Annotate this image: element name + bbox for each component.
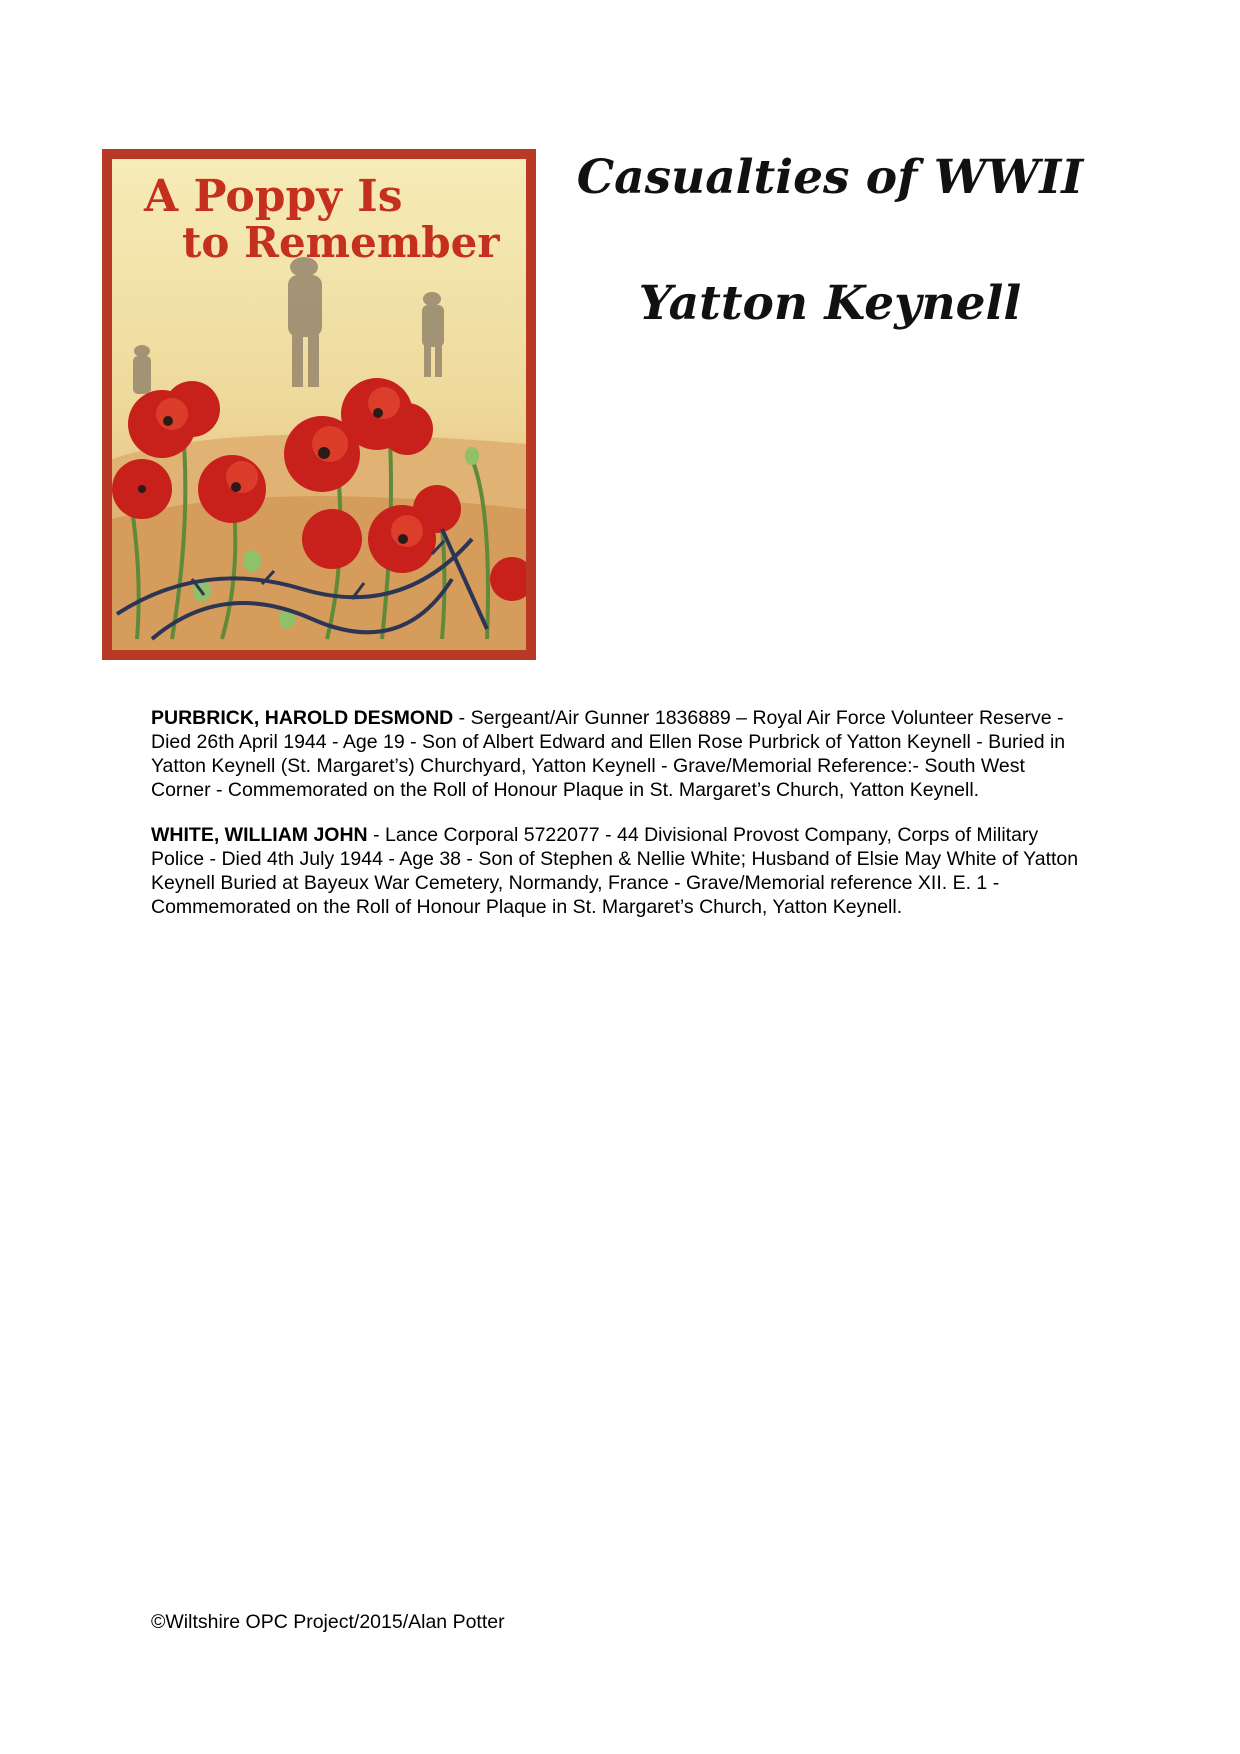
page-title: Casualties of WWII — [576, 150, 1084, 205]
casualty-name: PURBRICK, HAROLD DESMOND — [151, 707, 454, 729]
copyright-footer: ©Wiltshire OPC Project/2015/Alan Potter — [151, 1611, 505, 1633]
page-subtitle: Yatton Keynell — [638, 276, 1022, 331]
casualty-entry — [151, 706, 1081, 802]
casualty-details: - Sergeant/Air Gunner 1836889 – Royal Air Force Volunteer Reserve - Died 26th April 1944 - Age 19 - Son of Albert Edward and Ellen Rose Purbrick of Yatton Keynell - Buried in Yatton Keynell (St. Margaret’s) Churchyard, Yatton Keynell - Grave/Memorial Reference:- South West Corner - Commemorated on the Roll of Honour Plaque in St. Margaret’s Church, Yatton Keynell. — [151, 707, 1066, 801]
poppy-poster-image — [102, 149, 536, 660]
casualty-name: WHITE, WILLIAM JOHN — [151, 824, 368, 846]
poster-title-line1: A Poppy Is — [144, 171, 403, 222]
casualty-list — [151, 706, 1081, 940]
casualty-entry — [151, 823, 1081, 919]
casualty-details: - Lance Corporal 5722077 - 44 Divisional Provost Company, Corps of Military Police - Died 4th July 1944 - Age 38 - Son of Stephen & Nellie White; Husband of Elsie May White of Yatton Keynell Buried at Bayeux War Cemetery, Normandy, France - Grave/Memorial reference XII. E. 1 - Commemorated on the Roll of Honour Plaque in St. Margaret’s Church, Yatton Keynell. — [151, 824, 1079, 918]
poster-title-line2: to Remember — [182, 218, 500, 267]
